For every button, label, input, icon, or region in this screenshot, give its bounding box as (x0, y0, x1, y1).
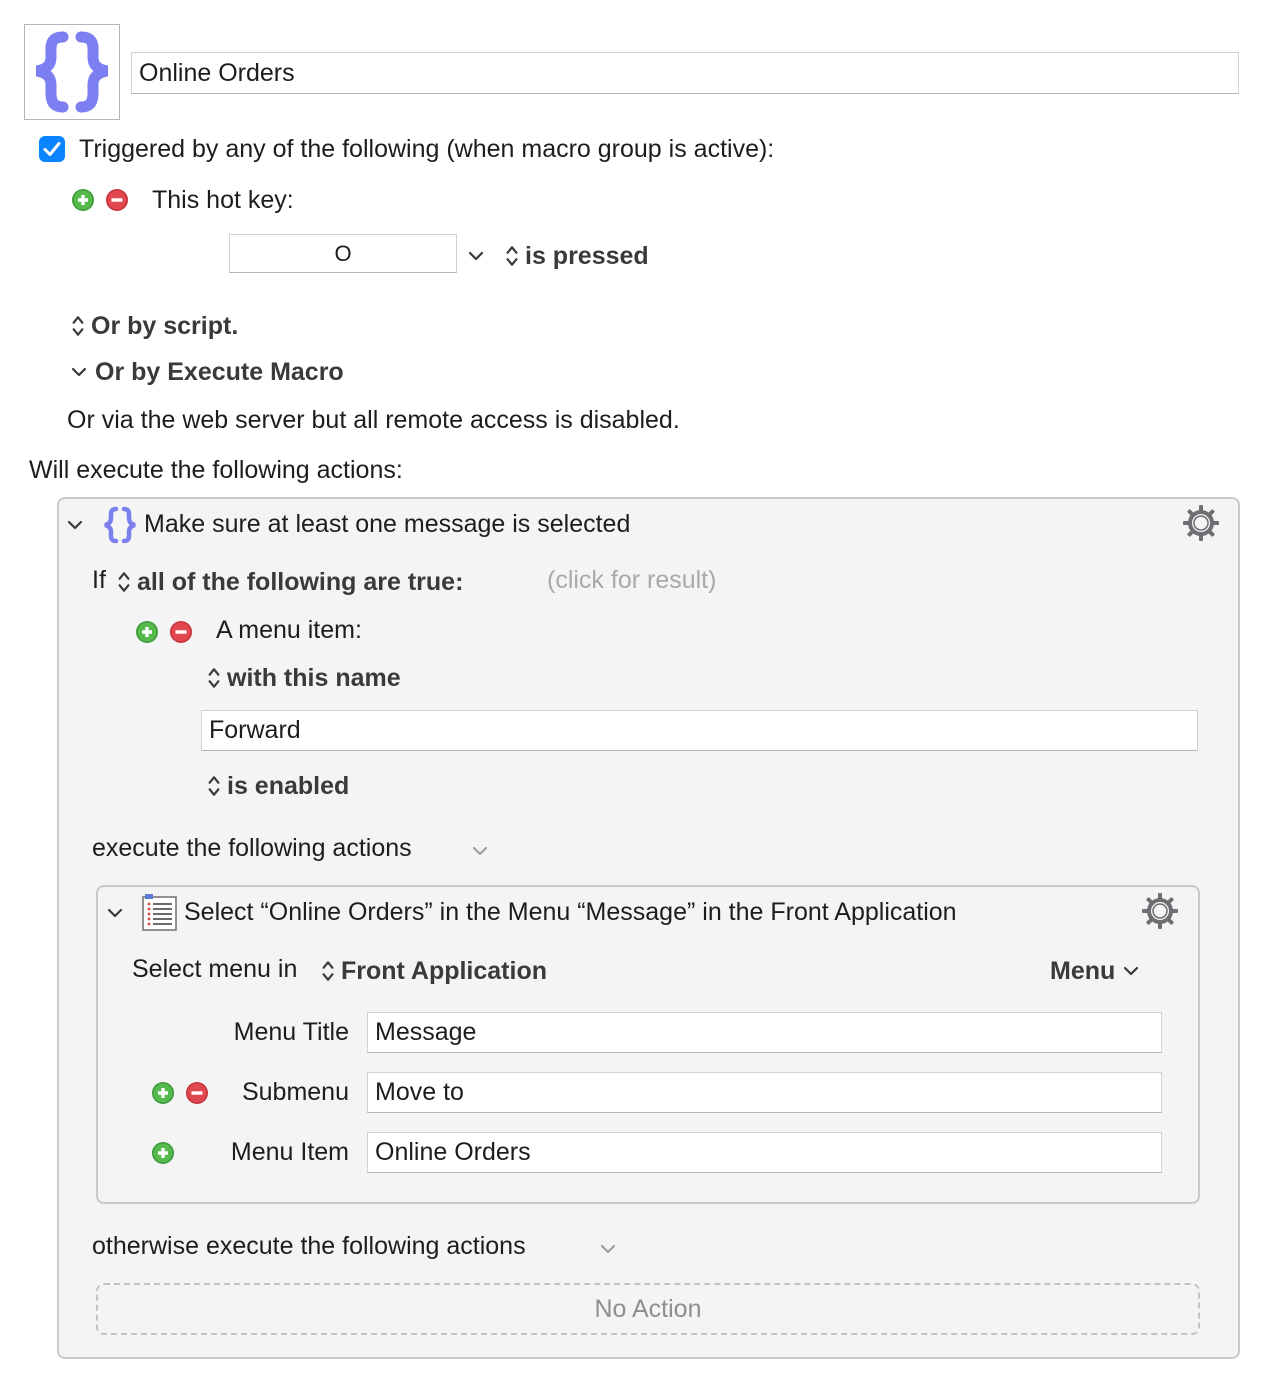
updown-icon (505, 244, 519, 268)
curly-braces-icon (101, 505, 139, 545)
then-actions-label: execute the following actions (92, 834, 412, 862)
by-script-text: Or by script. (91, 311, 239, 340)
by-execute-macro-disclosure[interactable] (71, 357, 344, 387)
submenu-label: Submenu (241, 1078, 349, 1106)
add-condition-icon[interactable] (135, 620, 159, 644)
updown-icon (207, 774, 221, 798)
match-mode-text: with this name (227, 663, 401, 692)
macro-name-text: Online Orders (139, 58, 295, 87)
else-actions-chevron-icon[interactable] (600, 1244, 616, 1254)
menu-item-value: Online Orders (375, 1138, 531, 1166)
hotkey-field[interactable] (229, 234, 457, 273)
click-for-result-link[interactable]: (click for result) (547, 566, 717, 594)
state-text: is enabled (227, 771, 350, 800)
menu-list-icon (142, 893, 178, 931)
submenu-field[interactable] (367, 1072, 1162, 1113)
updown-icon (71, 314, 85, 338)
by-script-popup[interactable] (71, 311, 238, 341)
menu-title-field[interactable] (367, 1012, 1162, 1053)
menu-popup-text: Menu (1050, 956, 1116, 985)
collapse-chevron-icon[interactable] (107, 908, 123, 918)
hotkey-label: This hot key: (152, 186, 294, 214)
remove-condition-icon[interactable] (169, 620, 193, 644)
triggers-heading: Triggered by any of the following (when macro group is active): (79, 135, 775, 163)
hotkey-value: O (334, 240, 352, 266)
no-action-text: No Action (594, 1294, 702, 1323)
menu-title-value: Message (375, 1018, 477, 1046)
menu-popup-button[interactable] (1050, 956, 1139, 986)
else-actions-label: otherwise execute the following actions (92, 1232, 526, 1260)
add-menu-item-icon[interactable] (151, 1141, 175, 1165)
then-actions-chevron-icon[interactable] (472, 846, 488, 856)
condition-type-label: A menu item: (216, 616, 362, 644)
updown-icon (321, 959, 335, 983)
by-execute-macro-text: Or by Execute Macro (95, 357, 344, 386)
menu-item-label: Menu Item (230, 1138, 349, 1166)
select-menu-action-title: Select “Online Orders” in the Menu “Message” in the Front Application (184, 898, 957, 926)
if-action-title: Make sure at least one message is selected (144, 510, 631, 538)
macro-name-field[interactable] (131, 52, 1239, 94)
remove-submenu-icon[interactable] (185, 1081, 209, 1105)
select-in-label: Select menu in (132, 955, 298, 983)
state-popup[interactable] (207, 771, 349, 801)
macro-icon-well[interactable] (24, 24, 120, 120)
actions-heading: Will execute the following actions: (29, 456, 403, 484)
updown-icon (117, 570, 131, 594)
gear-icon[interactable] (1140, 891, 1180, 931)
target-app-text: Front Application (341, 956, 547, 985)
hotkey-state-popup[interactable] (505, 241, 649, 271)
match-mode-popup[interactable] (207, 663, 401, 693)
menu-title-label: Menu Title (233, 1018, 349, 1046)
chevron-down-icon (71, 367, 87, 377)
menu-item-field[interactable] (367, 1132, 1162, 1173)
web-server-note: Or via the web server but all remote access is disabled. (67, 406, 680, 434)
updown-icon (207, 666, 221, 690)
remove-trigger-icon[interactable] (105, 188, 129, 212)
menu-item-name-field[interactable] (201, 710, 1198, 751)
hotkey-dropdown-chevron-icon[interactable] (468, 251, 484, 261)
add-submenu-icon[interactable] (151, 1081, 175, 1105)
target-app-popup[interactable] (321, 956, 547, 986)
submenu-value: Move to (375, 1078, 464, 1106)
triggers-checkbox[interactable] (39, 136, 65, 162)
gear-icon[interactable] (1181, 503, 1221, 543)
menu-item-name-value: Forward (209, 716, 301, 744)
condition-mode-popup[interactable] (117, 567, 463, 597)
curly-braces-icon (25, 25, 119, 119)
if-label: If (92, 566, 106, 594)
no-action-dropzone[interactable] (96, 1283, 1200, 1335)
checkmark-icon (39, 136, 65, 162)
add-trigger-icon[interactable] (71, 188, 95, 212)
hotkey-state-text: is pressed (525, 241, 649, 270)
condition-mode-text: all of the following are true: (137, 567, 464, 596)
collapse-chevron-icon[interactable] (67, 520, 83, 530)
chevron-down-icon (1123, 966, 1139, 976)
